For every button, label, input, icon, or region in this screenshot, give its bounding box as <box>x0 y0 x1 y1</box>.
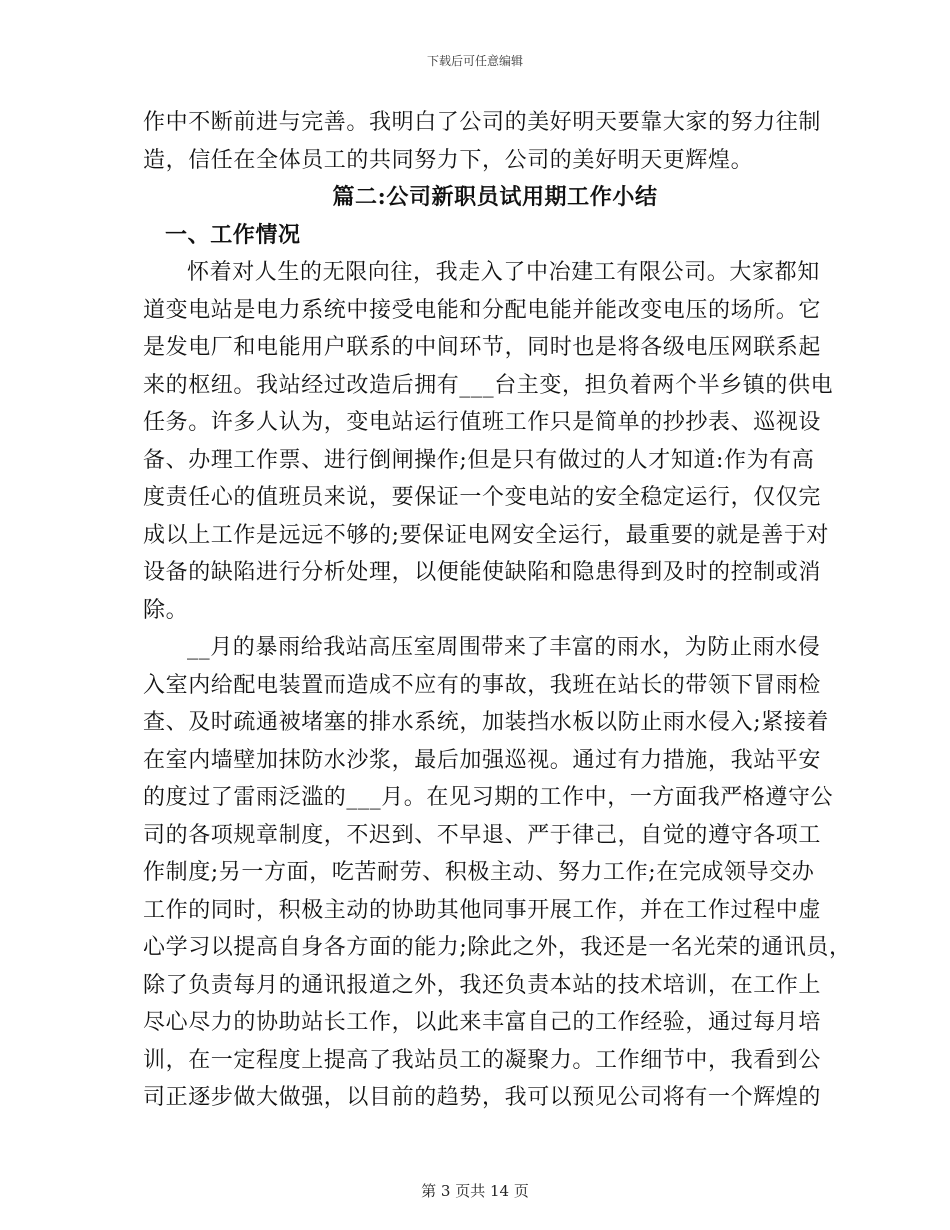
paragraph-two-line: 查、及时疏通被堵塞的排水系统，加装挡水板以防止雨水侵入;紧接着 <box>143 710 830 735</box>
paragraph-one-line: 怀着对人生的无限向往，我走入了中冶建工有限公司。大家都知 <box>187 260 820 285</box>
paragraph-two-line: 在室内墙壁加抹防水沙浆，最后加强巡视。通过有力措施，我站平安 <box>143 747 822 773</box>
paragraph-one-line: 度责任心的值班员来说，要保证一个变电站的安全稳定运行，仅仅完 <box>143 485 822 510</box>
paragraph-two-line: 心学习以提高自身各方面的能力;除此之外，我还是一名光荣的通讯员， <box>143 935 852 960</box>
paragraph-two-line: 司正逐步做大做强，以目前的趋势，我可以预见公司将有一个辉煌的 <box>143 1085 822 1110</box>
paragraph-two-line: 作制度;另一方面，吃苦耐劳、积极主动、努力工作;在完成领导交办 <box>143 860 815 885</box>
paragraph-one-line: 来的枢纽。我站经过改造后拥有___台主变，担负着两个半乡镇的供电 <box>143 372 834 398</box>
document-body <box>143 104 852 1117</box>
subheading: 一、工作情况 <box>165 221 301 248</box>
paragraph-two-line: 训，在一定程度上提高了我站员工的凝聚力。工作细节中，我看到公 <box>143 1047 822 1073</box>
paragraph-one-line: 成以上工作是远远不够的;要保证电网安全运行，最重要的就是善于对 <box>143 522 830 548</box>
paragraph-one-line: 备、办理工作票、进行倒闸操作;但是只有做过的人才知道:作为有高 <box>143 447 815 473</box>
paragraph-two-line: 入室内给配电装置而造成不应有的事故，我班在站长的带领下冒雨检 <box>143 672 822 698</box>
paragraph-two-line: 司的各项规章制度，不迟到、不早退、严于律己，自觉的遵守各项工 <box>143 822 822 848</box>
paragraph-two-line: 的度过了雷雨泛滥的___月。在见习期的工作中，一方面我严格遵守公 <box>143 785 834 810</box>
intro-line-2: 造，信任在全体员工的共同努力下，公司的美好明天更辉煌。 <box>143 147 754 173</box>
paragraph-one-line: 是发电厂和电能用户联系的中间环节，同时也是将各级电压网联系起 <box>143 335 822 360</box>
section-title: 篇二:公司新职员试用期工作小结 <box>332 184 658 210</box>
paragraph-two-line: __月的暴雨给我站高压室周围带来了丰富的雨水，为防止雨水侵 <box>187 635 821 660</box>
paragraph-two-line: 工作的同时，积极主动的协助其他同事开展工作，并在工作过程中虚 <box>143 897 822 923</box>
paragraph-one-line: 道变电站是电力系统中接受电能和分配电能并能改变电压的场所。它 <box>143 297 822 323</box>
intro-line-1: 作中不断前进与完善。我明白了公司的美好明天要靠大家的努力往制 <box>143 110 822 135</box>
paragraph-two-line: 尽心尽力的协助站长工作，以此来丰富自己的工作经验，通过每月培 <box>143 1010 822 1035</box>
page-header: 下载后可任意编辑 <box>426 54 523 68</box>
paragraph-one-line: 除。 <box>143 597 189 623</box>
page-number: 第 3 页共 14 页 <box>421 1182 529 1200</box>
paragraph-one-line: 设备的缺陷进行分析处理，以便能使缺陷和隐患得到及时的控制或消 <box>143 560 822 585</box>
paragraph-one-line: 任务。许多人认为，变电站运行值班工作只是简单的抄抄表、巡视设 <box>143 410 822 435</box>
paragraph-two-line: 除了负责每月的通讯报道之外，我还负责本站的技术培训，在工作上 <box>143 972 822 998</box>
